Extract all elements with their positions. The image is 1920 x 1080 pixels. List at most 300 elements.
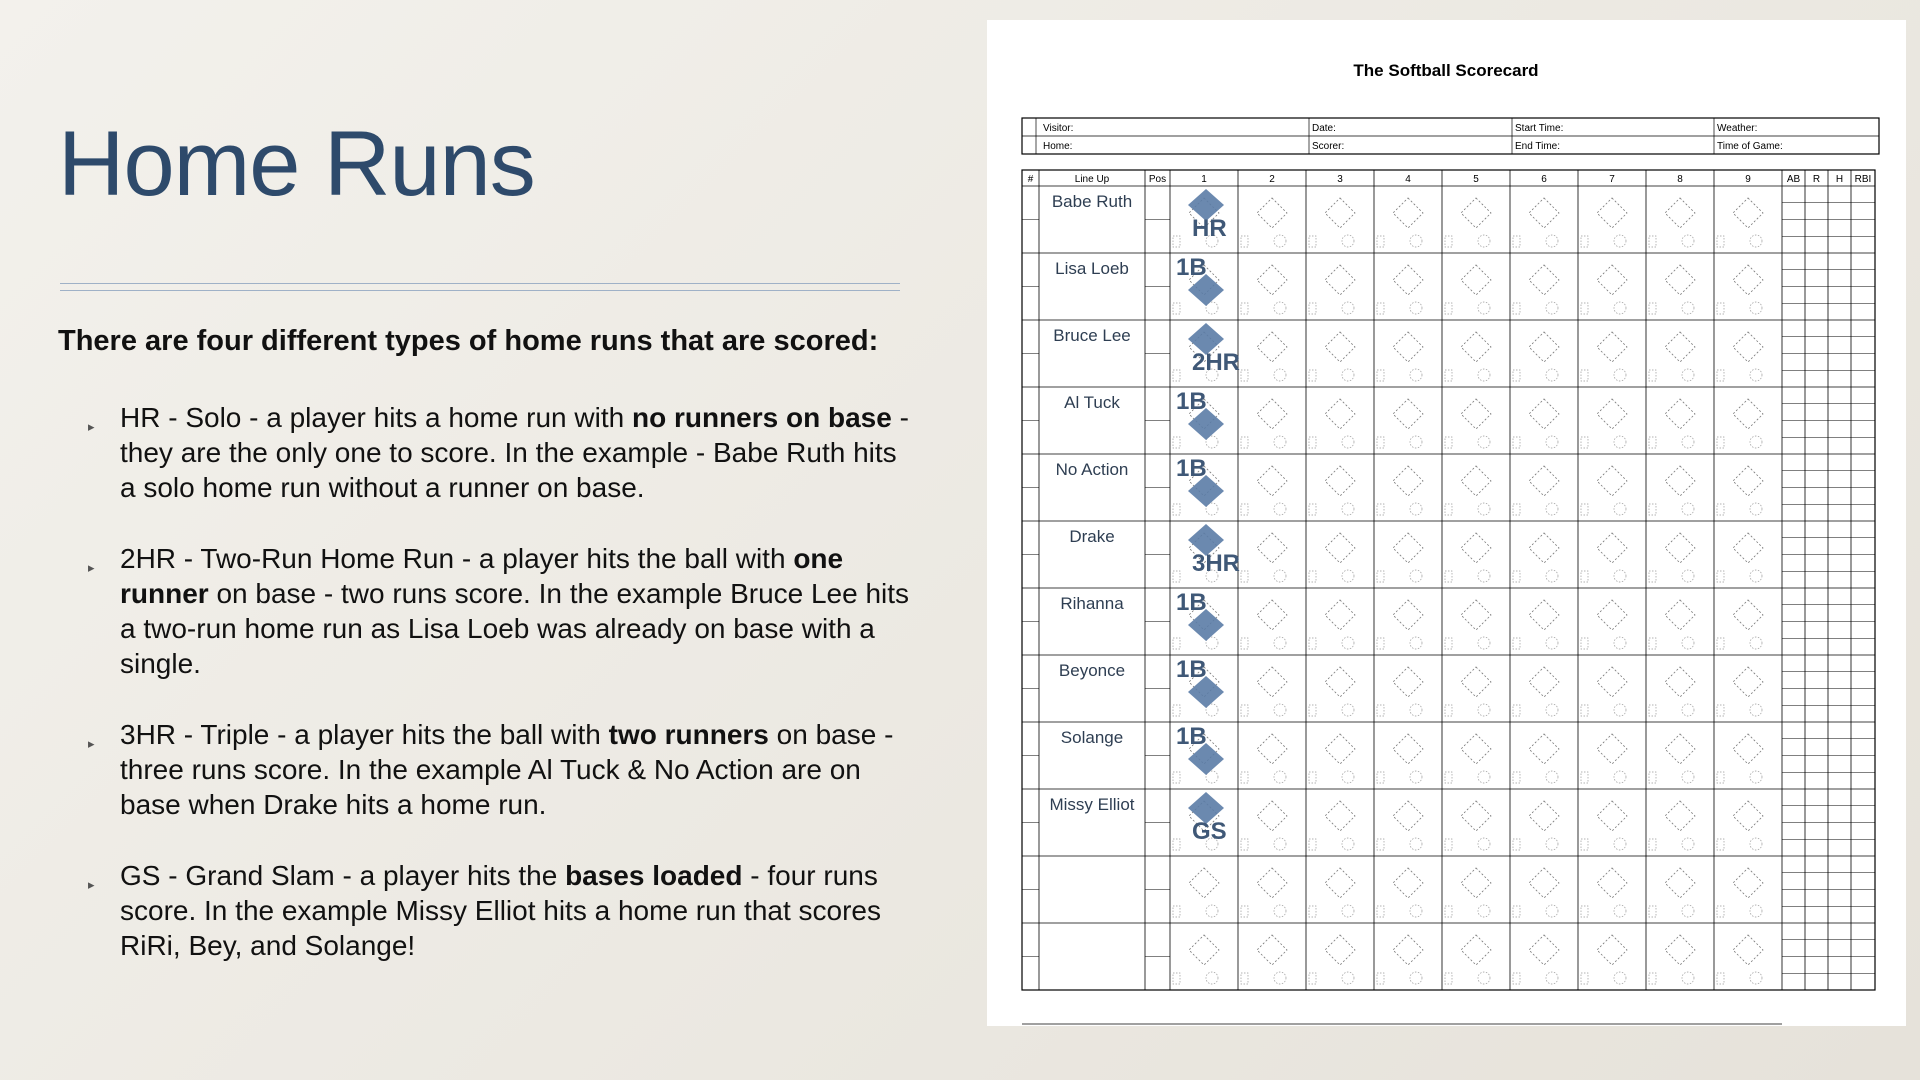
- count-box: [1173, 839, 1180, 850]
- base-diamond: [1257, 198, 1287, 228]
- base-diamond: [1257, 332, 1287, 362]
- base-diamond: [1529, 533, 1559, 563]
- base-diamond: [1461, 734, 1491, 764]
- column-header: H: [1835, 174, 1844, 185]
- out-circle: [1410, 704, 1422, 716]
- base-diamond: [1257, 734, 1287, 764]
- count-box: [1445, 772, 1452, 783]
- base-diamond: [1733, 600, 1763, 630]
- hit-label: 2HR: [1192, 349, 1241, 376]
- header-field-label: Date:: [1312, 123, 1336, 134]
- bullet-text: on base - two runs score. In the example Bruce Lee hits a two-run home run as Lisa Loeb was already on base with a single.: [120, 578, 910, 679]
- count-box: [1445, 504, 1452, 515]
- base-diamond: [1461, 533, 1491, 563]
- out-circle: [1682, 771, 1694, 783]
- hit-label: 1B: [1176, 388, 1207, 415]
- out-circle: [1478, 838, 1490, 850]
- base-diamond: [1257, 801, 1287, 831]
- column-header: Pos: [1148, 174, 1167, 185]
- count-box: [1173, 705, 1180, 716]
- count-box: [1581, 370, 1588, 381]
- base-diamond: [1393, 332, 1423, 362]
- column-header: 1: [1201, 174, 1207, 185]
- header-field-label: Start Time:: [1515, 123, 1564, 134]
- out-circle: [1342, 771, 1354, 783]
- out-circle: [1546, 235, 1558, 247]
- count-box: [1581, 571, 1588, 582]
- base-diamond: [1393, 399, 1423, 429]
- out-circle: [1342, 972, 1354, 984]
- hit-label: 1B: [1176, 455, 1207, 482]
- player-name: Drake: [1069, 527, 1115, 546]
- out-circle: [1682, 637, 1694, 649]
- base-diamond: [1733, 667, 1763, 697]
- count-box: [1173, 236, 1180, 247]
- count-box: [1377, 772, 1384, 783]
- count-box: [1581, 772, 1588, 783]
- base-diamond: [1733, 198, 1763, 228]
- base-diamond: [1529, 667, 1559, 697]
- base-diamond: [1733, 399, 1763, 429]
- out-circle: [1750, 235, 1762, 247]
- base-diamond: [1665, 466, 1695, 496]
- count-box: [1377, 973, 1384, 984]
- base-diamond: [1461, 935, 1491, 965]
- out-circle: [1682, 972, 1694, 984]
- player-name: Rihanna: [1060, 594, 1124, 613]
- base-diamond: [1597, 466, 1627, 496]
- base-diamond: [1325, 198, 1355, 228]
- out-circle: [1750, 972, 1762, 984]
- base-diamond: [1597, 667, 1627, 697]
- count-box: [1513, 504, 1520, 515]
- out-circle: [1342, 704, 1354, 716]
- out-circle: [1478, 503, 1490, 515]
- player-name: Missy Elliot: [1049, 795, 1135, 814]
- count-box: [1649, 504, 1656, 515]
- out-circle: [1274, 503, 1286, 515]
- count-box: [1445, 571, 1452, 582]
- count-box: [1309, 303, 1316, 314]
- base-diamond: [1665, 935, 1695, 965]
- out-circle: [1410, 905, 1422, 917]
- out-circle: [1614, 637, 1626, 649]
- base-diamond: [1461, 466, 1491, 496]
- out-circle: [1750, 905, 1762, 917]
- out-circle: [1546, 905, 1558, 917]
- hit-label: 1B: [1176, 254, 1207, 281]
- bullet-marker-icon: ▸: [88, 560, 95, 575]
- count-box: [1173, 772, 1180, 783]
- out-circle: [1546, 771, 1558, 783]
- base-diamond: [1461, 399, 1491, 429]
- count-box: [1717, 973, 1724, 984]
- count-box: [1241, 437, 1248, 448]
- out-circle: [1274, 905, 1286, 917]
- count-box: [1309, 236, 1316, 247]
- count-box: [1581, 839, 1588, 850]
- out-circle: [1478, 972, 1490, 984]
- base-diamond: [1529, 466, 1559, 496]
- base-diamond: [1597, 198, 1627, 228]
- base-diamond: [1665, 265, 1695, 295]
- count-box: [1649, 973, 1656, 984]
- player-name: Beyonce: [1058, 661, 1126, 680]
- out-circle: [1682, 570, 1694, 582]
- count-box: [1445, 906, 1452, 917]
- column-header: 7: [1609, 174, 1615, 185]
- out-circle: [1410, 369, 1422, 381]
- base-diamond: [1325, 399, 1355, 429]
- count-box: [1377, 571, 1384, 582]
- base-diamond: [1393, 667, 1423, 697]
- count-box: [1377, 370, 1384, 381]
- out-circle: [1546, 302, 1558, 314]
- base-diamond: [1325, 332, 1355, 362]
- out-circle: [1274, 302, 1286, 314]
- bullet-text: - four runs score. In the example Missy Elliot hits a home run that scores RiRi, Bey, and Solange!: [120, 860, 881, 961]
- title-divider: [60, 283, 900, 291]
- count-box: [1581, 437, 1588, 448]
- count-box: [1309, 772, 1316, 783]
- count-box: [1241, 571, 1248, 582]
- out-circle: [1342, 838, 1354, 850]
- base-diamond: [1461, 265, 1491, 295]
- count-box: [1377, 504, 1384, 515]
- base-diamond: [1733, 466, 1763, 496]
- base-diamond: [1665, 533, 1695, 563]
- count-box: [1309, 638, 1316, 649]
- hit-label: 3HR: [1192, 550, 1241, 577]
- out-circle: [1478, 369, 1490, 381]
- base-diamond: [1597, 533, 1627, 563]
- out-circle: [1342, 369, 1354, 381]
- count-box: [1309, 370, 1316, 381]
- count-box: [1717, 906, 1724, 917]
- hit-label: 1B: [1176, 723, 1207, 750]
- out-circle: [1478, 771, 1490, 783]
- base-diamond: [1393, 533, 1423, 563]
- count-box: [1241, 303, 1248, 314]
- player-name: Babe Ruth: [1051, 192, 1133, 211]
- out-circle: [1274, 436, 1286, 448]
- count-box: [1241, 973, 1248, 984]
- count-box: [1241, 772, 1248, 783]
- out-circle: [1614, 838, 1626, 850]
- count-box: [1649, 303, 1656, 314]
- base-diamond: [1529, 399, 1559, 429]
- hit-label: 1B: [1176, 656, 1207, 683]
- count-box: [1513, 638, 1520, 649]
- count-box: [1173, 303, 1180, 314]
- base-diamond: [1325, 466, 1355, 496]
- out-circle: [1410, 838, 1422, 850]
- base-diamond: [1257, 466, 1287, 496]
- out-circle: [1410, 302, 1422, 314]
- header-field-label: Home:: [1043, 141, 1073, 152]
- base-diamond: [1257, 399, 1287, 429]
- out-circle: [1614, 972, 1626, 984]
- count-box: [1649, 437, 1656, 448]
- count-box: [1717, 705, 1724, 716]
- base-diamond: [1597, 801, 1627, 831]
- out-circle: [1614, 235, 1626, 247]
- bullet-text: 3HR - Triple - a player hits the ball with: [120, 719, 609, 750]
- count-box: [1241, 370, 1248, 381]
- base-diamond: [1325, 801, 1355, 831]
- base-diamond: [1597, 265, 1627, 295]
- base-diamond: [1733, 868, 1763, 898]
- base-diamond: [1257, 600, 1287, 630]
- count-box: [1445, 303, 1452, 314]
- out-circle: [1750, 570, 1762, 582]
- out-circle: [1478, 436, 1490, 448]
- base-diamond: [1733, 801, 1763, 831]
- base-diamond: [1325, 935, 1355, 965]
- out-circle: [1682, 503, 1694, 515]
- out-circle: [1614, 503, 1626, 515]
- base-diamond: [1393, 734, 1423, 764]
- count-box: [1513, 906, 1520, 917]
- column-header: 8: [1677, 174, 1683, 185]
- base-diamond: [1257, 935, 1287, 965]
- base-diamond: [1597, 935, 1627, 965]
- count-box: [1513, 839, 1520, 850]
- out-circle: [1274, 972, 1286, 984]
- count-box: [1173, 973, 1180, 984]
- out-circle: [1682, 704, 1694, 716]
- out-circle: [1410, 503, 1422, 515]
- count-box: [1717, 437, 1724, 448]
- out-circle: [1750, 436, 1762, 448]
- count-box: [1309, 437, 1316, 448]
- base-diamond: [1393, 600, 1423, 630]
- base-diamond: [1393, 868, 1423, 898]
- count-box: [1445, 839, 1452, 850]
- count-box: [1445, 638, 1452, 649]
- out-circle: [1342, 637, 1354, 649]
- count-box: [1649, 571, 1656, 582]
- base-diamond: [1665, 399, 1695, 429]
- bullet-item: [88, 858, 918, 963]
- count-box: [1445, 973, 1452, 984]
- header-field-label: End Time:: [1515, 141, 1561, 152]
- out-circle: [1478, 570, 1490, 582]
- count-box: [1581, 504, 1588, 515]
- base-diamond: [1393, 801, 1423, 831]
- base-diamond: [1529, 265, 1559, 295]
- count-box: [1445, 370, 1452, 381]
- out-circle: [1614, 905, 1626, 917]
- player-name: Bruce Lee: [1053, 326, 1131, 345]
- out-circle: [1546, 369, 1558, 381]
- count-box: [1717, 638, 1724, 649]
- bullet-item: [88, 400, 918, 505]
- base-diamond: [1597, 399, 1627, 429]
- out-circle: [1546, 838, 1558, 850]
- bullet-emphasis: no runners on base: [631, 402, 892, 433]
- out-circle: [1614, 302, 1626, 314]
- bullet-text: HR - Solo - a player hits a home run with: [120, 402, 632, 433]
- count-box: [1717, 236, 1724, 247]
- out-circle: [1478, 905, 1490, 917]
- out-circle: [1410, 570, 1422, 582]
- count-box: [1581, 638, 1588, 649]
- out-circle: [1478, 704, 1490, 716]
- out-circle: [1750, 838, 1762, 850]
- count-box: [1377, 638, 1384, 649]
- count-box: [1717, 303, 1724, 314]
- base-diamond: [1529, 198, 1559, 228]
- player-name: Solange: [1060, 728, 1124, 747]
- intro-text: There are four different types of home runs that are scored:: [58, 325, 879, 357]
- base-diamond: [1597, 332, 1627, 362]
- count-box: [1581, 303, 1588, 314]
- count-box: [1581, 973, 1588, 984]
- base-diamond: [1461, 868, 1491, 898]
- out-circle: [1682, 235, 1694, 247]
- count-box: [1649, 236, 1656, 247]
- count-box: [1513, 236, 1520, 247]
- count-box: [1377, 303, 1384, 314]
- base-diamond: [1665, 868, 1695, 898]
- base-diamond: [1325, 667, 1355, 697]
- base-diamond: [1325, 868, 1355, 898]
- out-circle: [1682, 905, 1694, 917]
- count-box: [1309, 504, 1316, 515]
- out-circle: [1682, 369, 1694, 381]
- count-box: [1173, 504, 1180, 515]
- count-box: [1309, 571, 1316, 582]
- slide-title: Home Runs: [58, 113, 535, 215]
- bullet-text: GS - Grand Slam - a player hits the: [120, 860, 566, 891]
- base-diamond: [1529, 332, 1559, 362]
- count-box: [1581, 705, 1588, 716]
- out-circle: [1546, 637, 1558, 649]
- header-field-label: Time of Game:: [1717, 141, 1783, 152]
- count-box: [1309, 973, 1316, 984]
- player-name: Lisa Loeb: [1055, 259, 1129, 278]
- base-diamond: [1733, 265, 1763, 295]
- column-header: 6: [1541, 174, 1547, 185]
- base-diamond: [1665, 332, 1695, 362]
- count-box: [1513, 437, 1520, 448]
- column-header: 5: [1473, 174, 1479, 185]
- player-name: No Action: [1055, 460, 1129, 479]
- out-circle: [1342, 302, 1354, 314]
- count-box: [1241, 705, 1248, 716]
- hit-label: 1B: [1176, 589, 1207, 616]
- base-diamond: [1665, 667, 1695, 697]
- out-circle: [1410, 436, 1422, 448]
- bullet-emphasis: two runners: [608, 719, 769, 750]
- count-box: [1445, 705, 1452, 716]
- base-diamond: [1257, 667, 1287, 697]
- out-circle: [1274, 704, 1286, 716]
- base-diamond: [1393, 466, 1423, 496]
- count-box: [1513, 571, 1520, 582]
- out-circle: [1546, 436, 1558, 448]
- out-circle: [1614, 570, 1626, 582]
- out-circle: [1546, 704, 1558, 716]
- out-circle: [1478, 235, 1490, 247]
- out-circle: [1614, 704, 1626, 716]
- base-diamond: [1665, 801, 1695, 831]
- count-box: [1173, 906, 1180, 917]
- count-box: [1513, 370, 1520, 381]
- count-box: [1717, 839, 1724, 850]
- base-diamond: [1325, 600, 1355, 630]
- base-diamond: [1325, 533, 1355, 563]
- out-circle: [1410, 771, 1422, 783]
- base-diamond: [1665, 600, 1695, 630]
- column-header: #: [1027, 174, 1034, 185]
- count-box: [1717, 370, 1724, 381]
- out-circle: [1410, 235, 1422, 247]
- out-circle: [1682, 838, 1694, 850]
- out-circle: [1478, 637, 1490, 649]
- count-box: [1513, 973, 1520, 984]
- out-circle: [1206, 905, 1218, 917]
- base-diamond: [1189, 935, 1219, 965]
- out-circle: [1274, 771, 1286, 783]
- column-header: 4: [1405, 174, 1411, 185]
- base-diamond: [1393, 935, 1423, 965]
- header-field-label: Weather:: [1717, 123, 1758, 134]
- bullet-list: [88, 400, 918, 999]
- bullet-marker-icon: ▸: [88, 419, 95, 434]
- base-diamond: [1393, 265, 1423, 295]
- count-box: [1649, 839, 1656, 850]
- out-circle: [1342, 503, 1354, 515]
- out-circle: [1750, 771, 1762, 783]
- out-circle: [1682, 302, 1694, 314]
- base-diamond: [1189, 868, 1219, 898]
- column-header: RBI: [1854, 174, 1872, 185]
- count-box: [1173, 370, 1180, 381]
- count-box: [1241, 839, 1248, 850]
- base-diamond: [1529, 801, 1559, 831]
- count-box: [1649, 772, 1656, 783]
- bullet-emphasis: one runner: [120, 543, 844, 609]
- out-circle: [1274, 637, 1286, 649]
- hit-label: GS: [1192, 818, 1227, 845]
- bullet-text: - they are the only one to score. In the example - Babe Ruth hits a solo home run without a runner on base.: [120, 402, 909, 503]
- count-box: [1377, 236, 1384, 247]
- out-circle: [1614, 771, 1626, 783]
- count-box: [1309, 839, 1316, 850]
- bullet-marker-icon: ▸: [88, 877, 95, 892]
- count-box: [1513, 303, 1520, 314]
- hit-label: HR: [1192, 215, 1227, 242]
- base-diamond: [1257, 265, 1287, 295]
- out-circle: [1750, 369, 1762, 381]
- out-circle: [1274, 369, 1286, 381]
- bullet-text: 2HR - Two-Run Home Run - a player hits the ball with: [120, 543, 794, 574]
- count-box: [1581, 236, 1588, 247]
- base-diamond: [1529, 734, 1559, 764]
- out-circle: [1342, 436, 1354, 448]
- base-diamond: [1529, 935, 1559, 965]
- column-header: 3: [1337, 174, 1343, 185]
- header-field-label: Visitor:: [1043, 123, 1074, 134]
- out-circle: [1750, 503, 1762, 515]
- count-box: [1649, 638, 1656, 649]
- out-circle: [1274, 838, 1286, 850]
- count-box: [1377, 906, 1384, 917]
- count-box: [1649, 705, 1656, 716]
- out-circle: [1750, 302, 1762, 314]
